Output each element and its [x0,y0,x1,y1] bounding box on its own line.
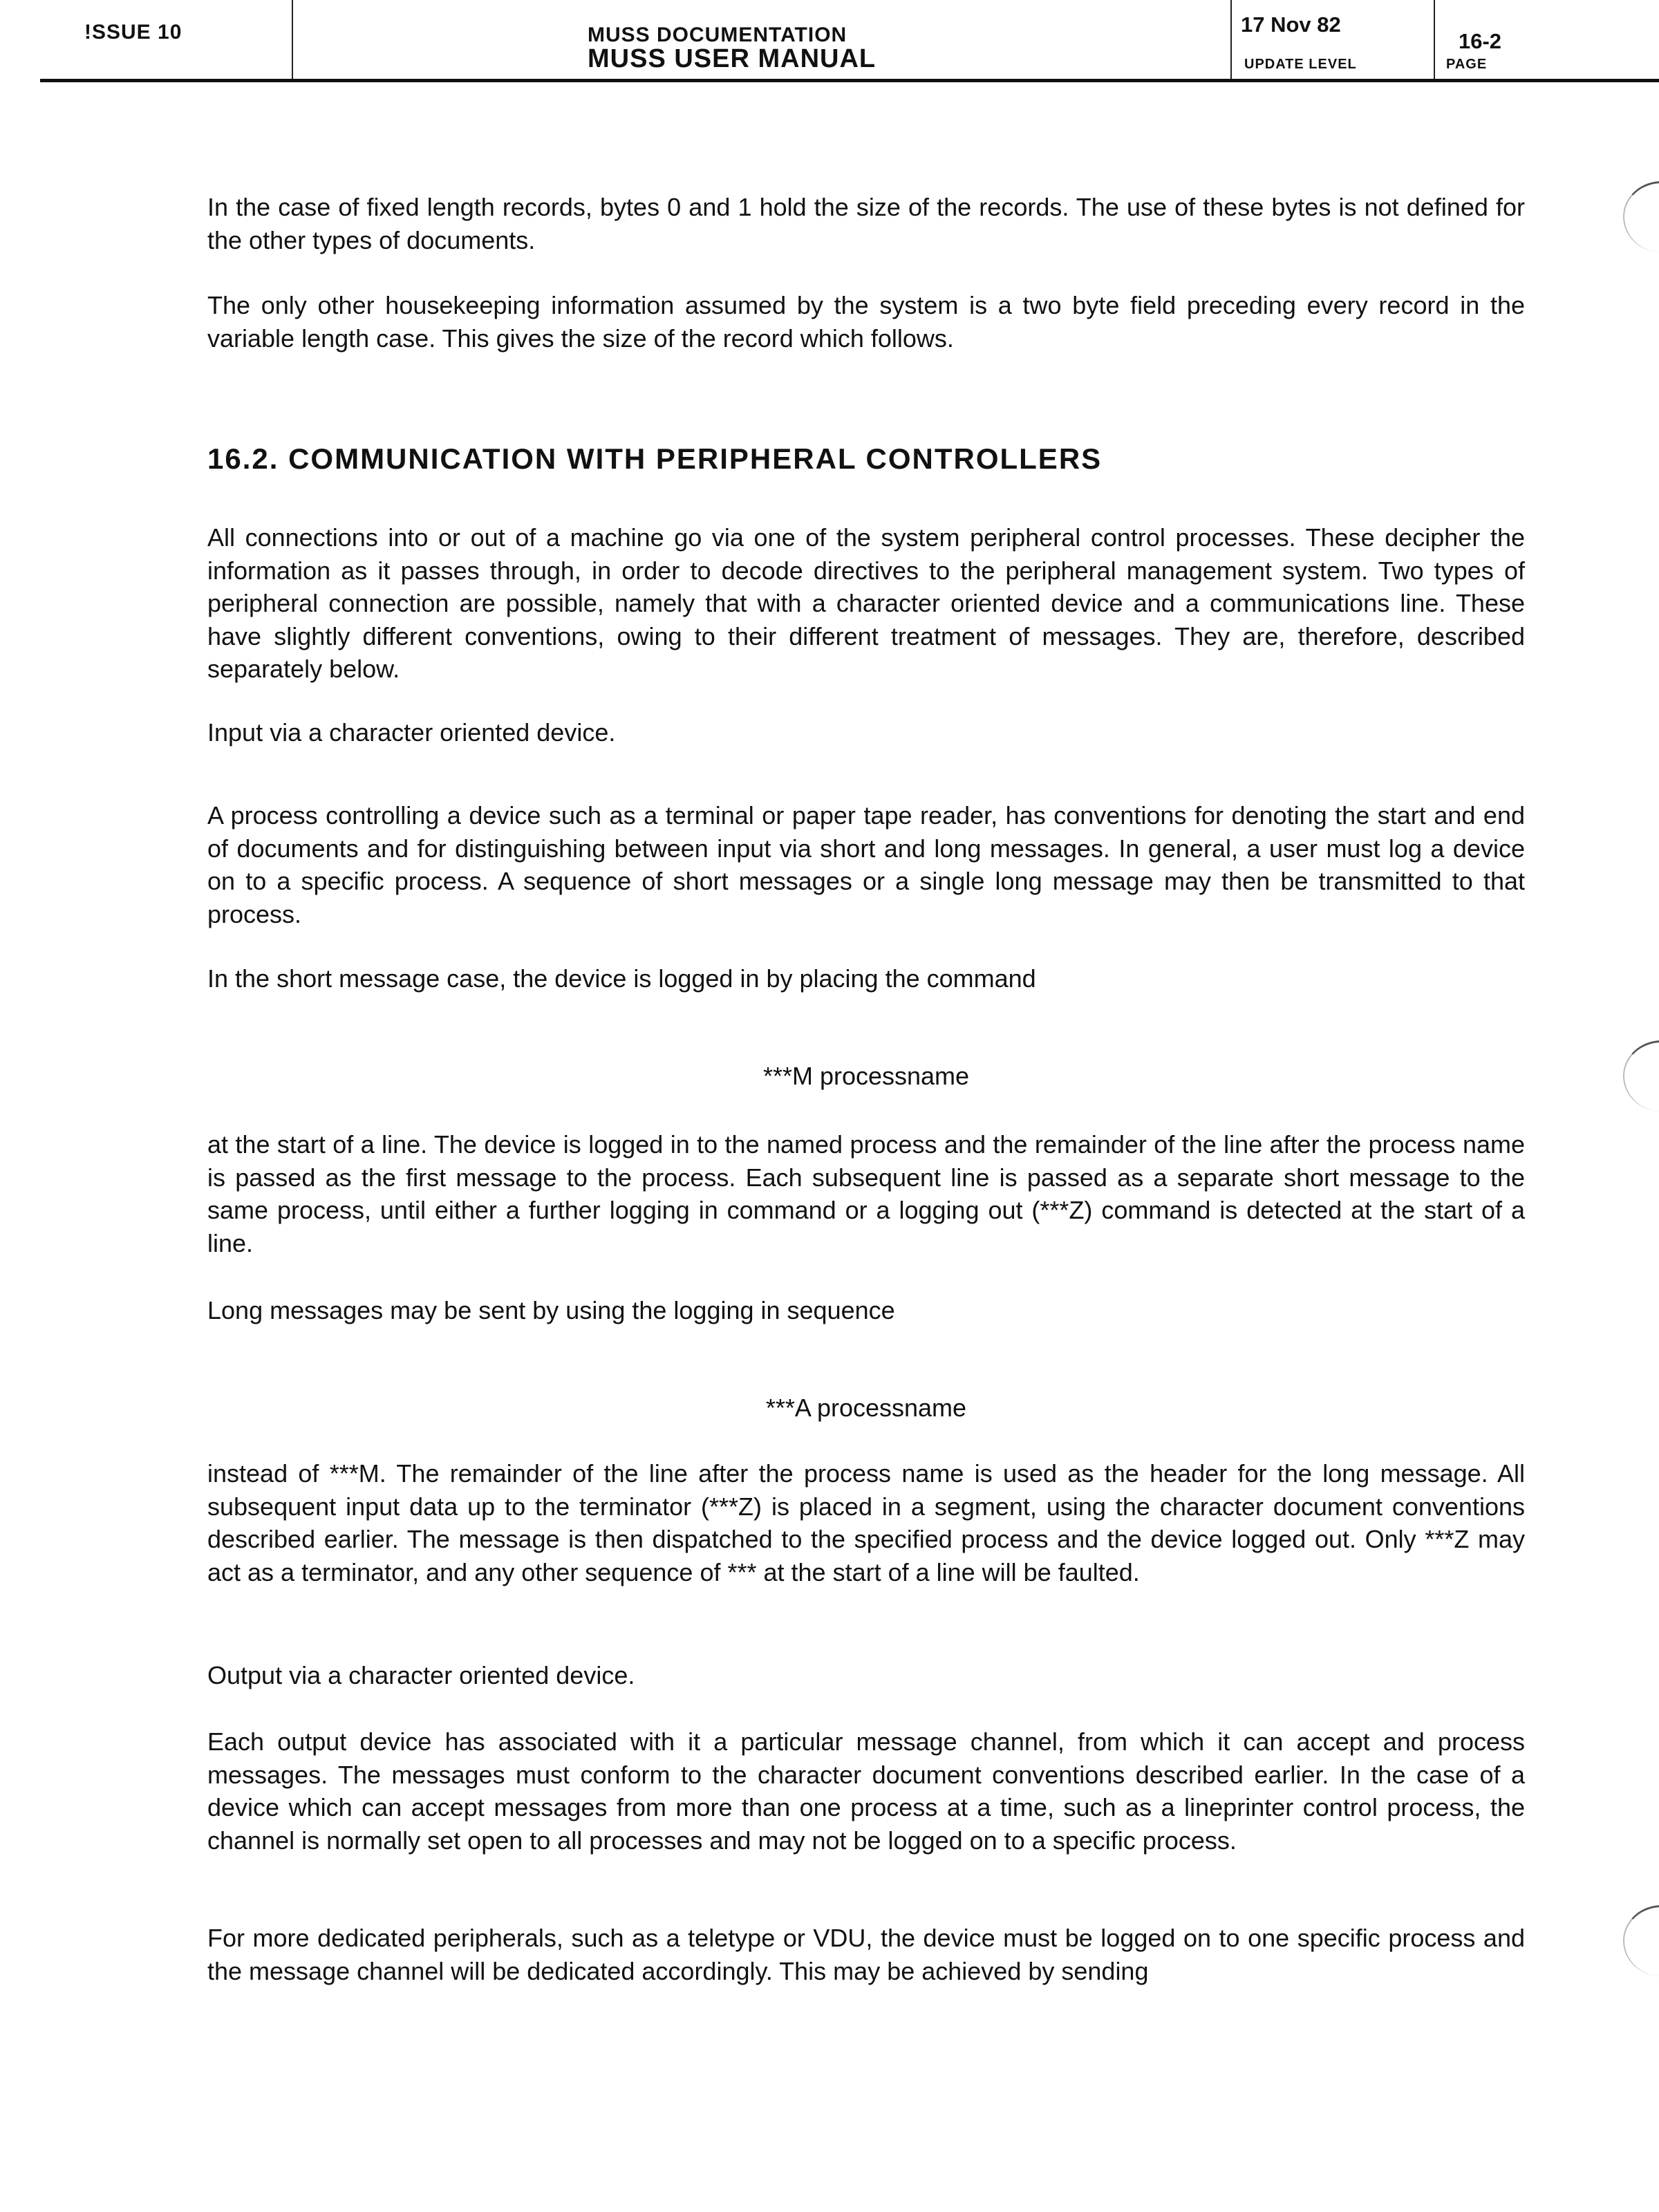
update-level-label: UPDATE LEVEL [1244,57,1357,72]
paragraph-fixed-length: In the case of fixed length records, bytes 0 and 1 hold the size of the records. The use of these bytes is not defined for the other types of documents. [207,193,1525,254]
paragraph-start-of-line: at the start of a line. The device is logged in to the named process and the remainder of the line after the process name is passed as the first message to the process. Each subsequent line is passed as a separate short message to the same process, until either a further logging in command or a logging out (***Z) command is detected at the start of a line. [207,1130,1525,1257]
paragraph-instead-of: instead of ***M. The remainder of the line after the process name is used as the header for the long message. All subsequent input data up to the terminator (***Z) is placed in a segment, using the character document conventions described earlier. The message is then dispatched to the specified process and the device logged out. Only ***Z may act as a terminator, and any other sequence of *** at the start of a line will be faulted. [207,1459,1525,1586]
paragraph-process-controlling: A process controlling a device such as a terminal or paper tape reader, has conventions for denoting the start and end of documents and for distinguishing between input via short and long messages. In general, a user must log a device on to a specific process. A sequence of short messages or a single long message may then be transmitted to that process. [207,801,1525,928]
header-divider [1434,0,1435,79]
update-date: 17 Nov 82 [1241,12,1341,37]
header-divider [1230,0,1232,79]
header-rule [40,79,1659,82]
subheading-output: Output via a character oriented device. [207,1661,635,1689]
doc-series: MUSS DOCUMENTATION [588,24,847,46]
punch-hole-mark [1623,1905,1659,1976]
paragraph-short-case: In the short message case, the device is logged in by placing the command [207,964,1036,993]
paragraph-housekeeping: The only other housekeeping information assumed by the system is a two byte field preceding every record in the variable length case. This gives the size of the record which follows. [207,291,1525,353]
punch-hole-mark [1623,181,1659,252]
paragraph-dedicated: For more dedicated peripherals, such as a teletype or VDU, the device must be logged on to one specific process and the message channel will be dedicated accordingly. This may be achieved by sending [207,1924,1525,1985]
punch-hole-mark [1623,1040,1659,1112]
header-divider [292,0,293,79]
page-label: PAGE [1446,57,1488,72]
page-number: 16-2 [1459,29,1502,53]
document-title-block [588,24,876,71]
issue-number: !SSUE 10 [84,21,182,44]
paragraph-long-messages: Long messages may be sent by using the logging in sequence [207,1296,895,1324]
paragraph-each-output: Each output device has associated with it a particular message channel, from which it can accept and process messages. The messages must conform to the character document conventions described earlier. In the case of a device which can accept messages from more than one process at a time, such as a lineprinter control process, the channel is normally set open to all processes and may not be logged on to a specific process. [207,1727,1525,1855]
doc-title: MUSS USER MANUAL [588,44,877,73]
section-heading: 16.2. COMMUNICATION WITH PERIPHERAL CONTROLLERS [207,442,1103,475]
command-m-processname: ***M processname [762,1062,970,1090]
subheading-input: Input via a character oriented device. [207,718,616,747]
command-a-processname: ***A processname [765,1394,967,1422]
page-header [0,0,1659,82]
paragraph-connections: All connections into or out of a machine go via one of the system peripheral control processes. These decipher the information as it passes through, in order to decode directives to the peripheral management system. Two types of peripheral connection are possible, namely that with a character oriented device and a communications line. These have slightly different conventions, owing to their different treatment of messages. They are, therefore, described separately below. [207,523,1525,683]
